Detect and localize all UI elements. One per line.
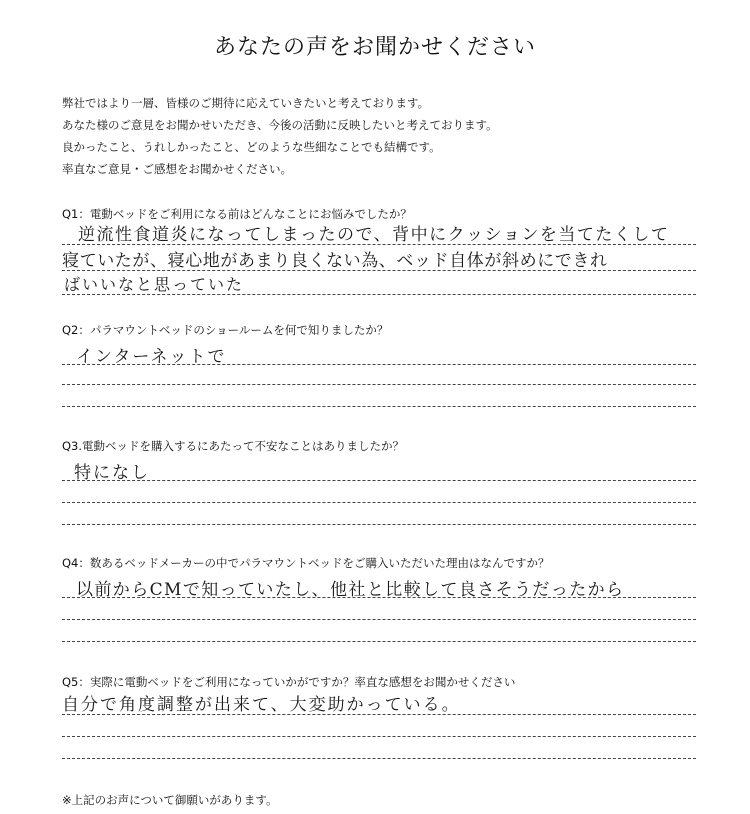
answer-line bbox=[62, 641, 696, 642]
handwritten-answer: 逆流性食道炎になってしまったので、背中にクッションを当てたくして bbox=[78, 225, 670, 245]
answer-line bbox=[62, 270, 696, 271]
question-label: Q1：電動ベッドをご利用になる前はどんなことにお悩みでしたか？ bbox=[62, 207, 412, 221]
handwritten-answer: 特になし bbox=[74, 463, 150, 483]
intro-line: あなた様のご意見をお聞かせいただき、今後の活動に反映したいと考えております。 bbox=[62, 118, 498, 132]
question-2 bbox=[62, 322, 696, 422]
answer-line bbox=[62, 480, 696, 481]
handwritten-answer: ばいいなと思っていた bbox=[64, 275, 245, 294]
answer-line bbox=[62, 597, 696, 598]
question-label: Q5：実際に電動ベッドをご利用になっていかがですか？率直な感想をお聞かせください bbox=[62, 675, 516, 689]
answer-line bbox=[62, 736, 696, 737]
question-3 bbox=[62, 438, 696, 538]
handwritten-answer: 寝ていたが、寝心地があまり良くない為、ベッド自体が斜めにできれ bbox=[62, 251, 608, 271]
page-title: あなたの声をお聞かせください bbox=[213, 35, 536, 60]
question-4 bbox=[62, 555, 696, 655]
question-5 bbox=[62, 674, 696, 774]
question-label: Q2：パラマウントベッドのショールームを何で知りましたか？ bbox=[62, 323, 389, 337]
answer-line bbox=[62, 758, 696, 759]
answer-line bbox=[62, 364, 696, 365]
answer-line bbox=[62, 294, 696, 295]
answer-line bbox=[62, 244, 696, 245]
footer-note: ※上記のお声について御願いがあります。 bbox=[62, 793, 278, 807]
intro-line: 率直なご意見・ご感想をお聞かせください。 bbox=[62, 162, 292, 176]
answer-line bbox=[62, 384, 696, 385]
handwritten-answer: 自分で角度調整が出来て、大変助かっている。 bbox=[62, 695, 461, 715]
question-1 bbox=[62, 206, 696, 306]
question-label: Q4：数あるベッドメーカーの中でパラマウントベッドをご購入いただいた理由はなんですか？ bbox=[62, 556, 550, 570]
answer-line bbox=[62, 714, 696, 715]
answer-line bbox=[62, 406, 696, 407]
question-label: Q3.電動ベッドを購入するにあたって不安なことはありましたか？ bbox=[62, 439, 405, 453]
intro-text bbox=[62, 92, 498, 180]
answer-line bbox=[62, 524, 696, 525]
intro-line: 良かったこと、うれしかったこと、どのような些細なことでも結構です。 bbox=[62, 140, 441, 154]
intro-line: 弊社ではより一層、皆様のご期待に応えていきたいと考えております。 bbox=[62, 96, 430, 110]
handwritten-answer: インターネットで bbox=[76, 347, 227, 367]
answer-line bbox=[62, 502, 696, 503]
answer-line bbox=[62, 619, 696, 620]
handwritten-answer: 以前からCMで知っていたし、他社と比較して良さそうだったから bbox=[76, 580, 625, 600]
